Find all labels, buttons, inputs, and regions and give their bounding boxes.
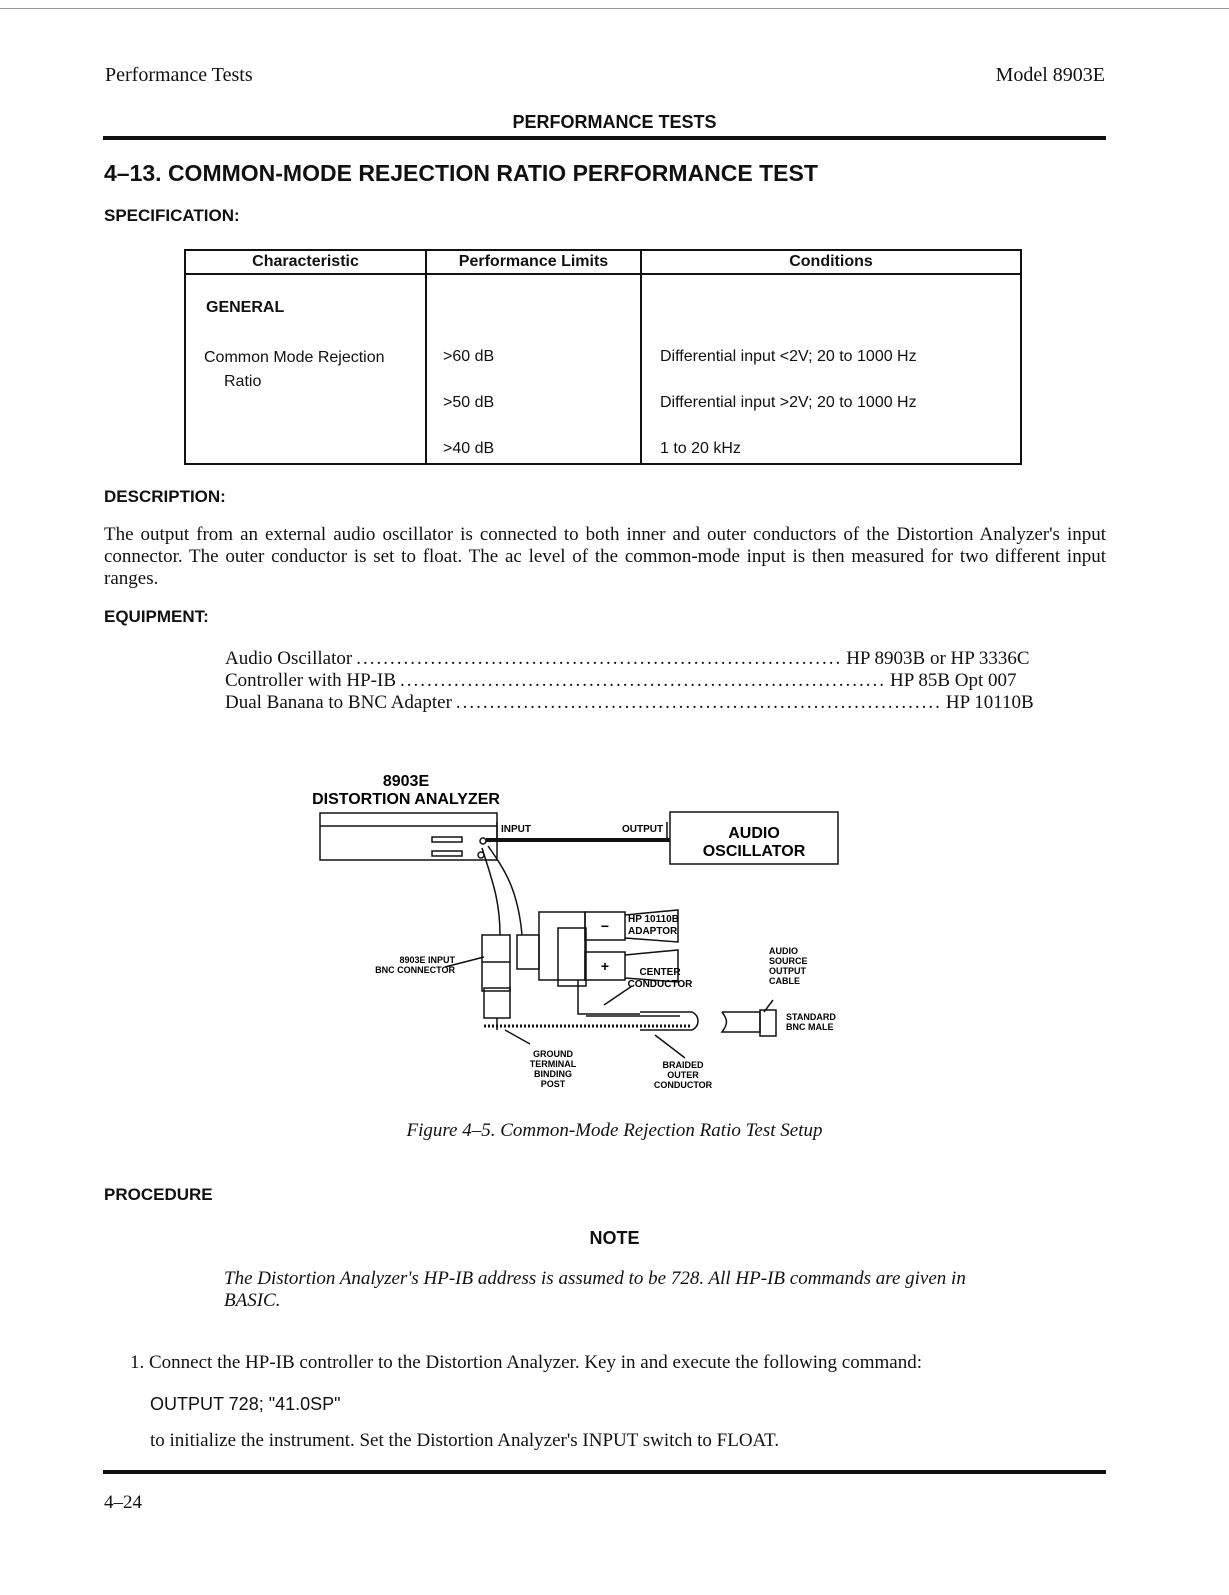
equipment-name: Audio Oscillator — [225, 648, 353, 669]
figure-caption: Figure 4–5. Common-Mode Rejection Ratio Test Setup — [406, 1120, 823, 1141]
ground-label-1: GROUND — [533, 1049, 573, 1059]
condition-cell: Differential input >2V; 20 to 1000 Hz — [641, 394, 1021, 440]
input-label: INPUT — [501, 824, 531, 835]
oscillator-label-1: AUDIO — [728, 825, 780, 842]
oscillator-label-2: OSCILLATOR — [702, 843, 806, 860]
list-item: Controller with HP-IB ........................................................................ HP 85B Opt 007 — [225, 670, 1017, 691]
group-label: GENERAL — [185, 274, 426, 346]
procedure-step-1 — [130, 1352, 1110, 1374]
equipment-name: Controller with HP-IB — [225, 670, 396, 691]
source-cable-label-1: AUDIO — [769, 946, 798, 956]
ground-label-2: TERMINAL — [529, 1059, 577, 1069]
input-connector — [480, 838, 486, 844]
note-text: The Distortion Analyzer's HP-IB address is assumed to be 728. All HP-IB commands are given in BASIC. — [224, 1268, 966, 1311]
running-header-left: Performance Tests — [105, 64, 253, 86]
plus-sign: + — [600, 958, 610, 974]
adaptor-label-1: HP 10110B — [628, 914, 679, 925]
center-label-1: CENTER — [639, 967, 681, 978]
characteristic-name: Common Mode Rejection — [204, 349, 385, 366]
analyzer-label-1: 8903E — [382, 773, 430, 790]
description-text: The output from an external audio oscillator is connected to both inner and outer conductors of the Distortion Analyzer's input connector. The outer conductor is set to float. The ac level of the common-mode input is then measured for two different input ranges. — [104, 524, 1106, 589]
column-header: Performance Limits — [426, 250, 641, 274]
source-cable-label-3: OUTPUT — [769, 966, 806, 976]
column-header: Characteristic — [185, 250, 426, 274]
braided-label-2: OUTER — [667, 1070, 699, 1080]
running-header-right: Model 8903E — [995, 64, 1105, 86]
ground-label-4: POST — [540, 1079, 566, 1089]
analyzer-label-2: DISTORTION ANALYZER — [312, 791, 500, 808]
bnc-label-1: 8903E INPUT — [399, 955, 455, 965]
equipment-model: HP 85B Opt 007 — [890, 670, 1017, 691]
characteristic-name-cont: Ratio — [224, 373, 262, 390]
analyzer-box — [320, 813, 497, 860]
description-heading: DESCRIPTION: — [104, 487, 226, 506]
minus-sign: − — [600, 918, 610, 934]
limit-cell: >50 dB — [426, 394, 641, 440]
adaptor-label-2: ADAPTOR — [628, 926, 678, 937]
ground-label-3: BINDING — [534, 1069, 572, 1079]
footer-rule — [103, 1470, 1106, 1474]
center-label-2: CONDUCTOR — [627, 979, 693, 990]
bnc-male-plug — [722, 1012, 760, 1032]
column-header: Conditions — [641, 250, 1021, 274]
source-cable-label-4: CABLE — [769, 976, 800, 986]
equipment-name: Dual Banana to BNC Adapter — [225, 692, 452, 713]
page-title: 4–13. COMMON-MODE REJECTION RATIO PERFORMANCE TEST — [104, 160, 818, 186]
output-label: OUTPUT — [622, 824, 664, 835]
standard-label-2: BNC MALE — [786, 1022, 834, 1032]
specification-heading: SPECIFICATION: — [104, 206, 240, 225]
step-text: Connect the HP-IB controller to the Distortion Analyzer. Key in and execute the following command: — [149, 1352, 923, 1373]
limit-cell: >40 dB — [426, 440, 641, 464]
list-item: Dual Banana to BNC Adapter ........................................................................ HP 10110B — [225, 692, 1034, 713]
condition-cell: 1 to 20 kHz — [641, 440, 1021, 464]
standard-label-1: STANDARD — [786, 1012, 836, 1022]
bnc-label-2: BNC CONNECTOR — [375, 965, 455, 975]
equipment-model: HP 8903B or HP 3336C — [846, 648, 1030, 669]
page-number: 4–24 — [104, 1492, 142, 1513]
equipment-heading: EQUIPMENT: — [104, 607, 209, 626]
braided-label-3: CONDUCTOR — [653, 1080, 713, 1090]
limit-cell: >60 dB — [426, 346, 641, 394]
note-heading: NOTE — [589, 1228, 640, 1248]
section-header: PERFORMANCE TESTS — [512, 112, 717, 132]
braided-label-1: BRAIDED — [662, 1060, 704, 1070]
source-cable-label-2: SOURCE — [769, 956, 808, 966]
procedure-heading: PROCEDURE — [104, 1185, 213, 1204]
step-continuation: to initialize the instrument. Set the Distortion Analyzer's INPUT switch to FLOAT. — [150, 1430, 780, 1451]
step-number: 1. — [130, 1352, 145, 1373]
condition-cell: Differential input <2V; 20 to 1000 Hz — [641, 346, 1021, 394]
equipment-model: HP 10110B — [945, 692, 1034, 713]
command-text: OUTPUT 728; "41.0SP" — [150, 1394, 341, 1414]
list-item: Audio Oscillator ........................................................................ HP 8903B or HP 3336C — [225, 648, 1030, 669]
